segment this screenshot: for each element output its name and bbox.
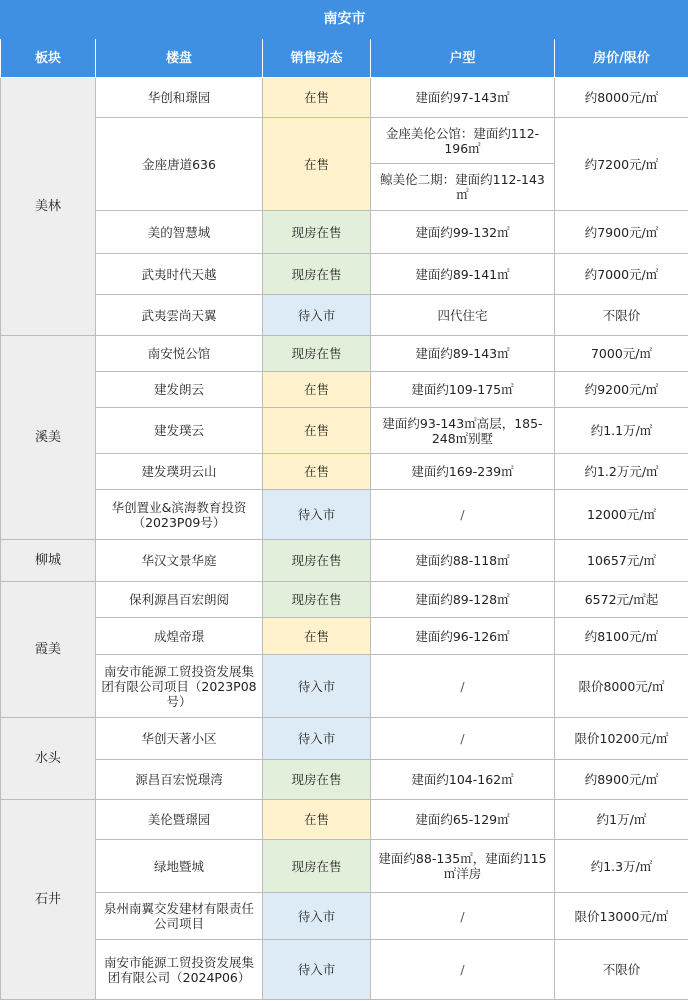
status-cell: 待入市 — [263, 893, 371, 940]
status-cell: 在售 — [263, 78, 371, 118]
header-price: 房价/限价 — [555, 39, 688, 78]
status-cell: 待入市 — [263, 718, 371, 760]
table-row — [1, 490, 688, 540]
price-cell: 约1.3万/㎡ — [555, 840, 688, 893]
project-name: 华创和璟园 — [96, 78, 263, 118]
layout-cell: / — [371, 893, 555, 940]
table-row — [1, 840, 688, 893]
layout-cell: 建面约88-118㎡ — [371, 540, 555, 582]
price-cell: 约8100元/㎡ — [555, 618, 688, 655]
status-cell: 现房在售 — [263, 254, 371, 295]
price-cell: 约1万/㎡ — [555, 800, 688, 840]
table-row — [1, 78, 688, 118]
price-cell: 6572元/㎡起 — [555, 582, 688, 618]
status-cell: 在售 — [263, 618, 371, 655]
price-cell: 约7900元/㎡ — [555, 211, 688, 254]
header-sales-status: 销售动态 — [263, 39, 371, 78]
project-name: 源昌百宏悦璟湾 — [96, 760, 263, 800]
layout-cell: 建面约89-141㎡ — [371, 254, 555, 295]
project-name: 建发朗云 — [96, 372, 263, 408]
layout-cell: 建面约93-143㎡高层，185-248㎡别墅 — [371, 408, 555, 454]
layout-cell: 四代住宅 — [371, 295, 555, 336]
status-cell: 现房在售 — [263, 336, 371, 372]
project-name: 华创置业&滨海教育投资（2023P09号） — [96, 490, 263, 540]
layout-cell: 建面约65-129㎡ — [371, 800, 555, 840]
table-row — [1, 295, 688, 336]
table-title: 南安市 — [1, 1, 688, 39]
table-row — [1, 582, 688, 618]
layout-cell: 建面约96-126㎡ — [371, 618, 555, 655]
price-cell: 约1.1万/㎡ — [555, 408, 688, 454]
area-cell: 溪美 — [1, 336, 96, 540]
layout-cell: 建面约89-128㎡ — [371, 582, 555, 618]
price-cell: 约7000元/㎡ — [555, 254, 688, 295]
project-name: 华汉文景华庭 — [96, 540, 263, 582]
project-name: 南安市能源工贸投资发展集团有限公司项目（2023P08号） — [96, 655, 263, 718]
area-cell: 柳城 — [1, 540, 96, 582]
layout-cell: / — [371, 718, 555, 760]
table-row — [1, 893, 688, 940]
table-row — [1, 800, 688, 840]
price-cell: 不限价 — [555, 295, 688, 336]
status-cell: 在售 — [263, 454, 371, 490]
layout-cell: 建面约104-162㎡ — [371, 760, 555, 800]
layout-cell: 鲸美伦二期：建面约112-143㎡ — [371, 164, 555, 211]
project-name: 武夷时代天越 — [96, 254, 263, 295]
layout-cell: 建面约169-239㎡ — [371, 454, 555, 490]
status-cell: 待入市 — [263, 940, 371, 1000]
price-cell: 约8000元/㎡ — [555, 78, 688, 118]
price-cell: 限价8000元/㎡ — [555, 655, 688, 718]
table-header-row — [1, 39, 688, 78]
header-layout: 户型 — [371, 39, 555, 78]
table-row — [1, 718, 688, 760]
price-cell: 约1.2万元/㎡ — [555, 454, 688, 490]
table-row — [1, 372, 688, 408]
project-name: 南安悦公馆 — [96, 336, 263, 372]
area-cell: 石井 — [1, 800, 96, 1000]
layout-cell: 建面约89-143㎡ — [371, 336, 555, 372]
table-row — [1, 118, 688, 164]
table-row — [1, 618, 688, 655]
area-cell: 美林 — [1, 78, 96, 336]
layout-cell: 建面约97-143㎡ — [371, 78, 555, 118]
table-row — [1, 655, 688, 718]
price-cell: 限价13000元/㎡ — [555, 893, 688, 940]
table-row — [1, 336, 688, 372]
layout-cell: / — [371, 940, 555, 1000]
layout-cell: 建面约99-132㎡ — [371, 211, 555, 254]
project-name: 建发璞玥云山 — [96, 454, 263, 490]
area-cell: 水头 — [1, 718, 96, 800]
table-row — [1, 940, 688, 1000]
status-cell: 在售 — [263, 408, 371, 454]
status-cell: 待入市 — [263, 655, 371, 718]
header-area: 板块 — [1, 39, 96, 78]
price-cell: 7000元/㎡ — [555, 336, 688, 372]
project-name: 武夷雲尚天翼 — [96, 295, 263, 336]
status-cell: 待入市 — [263, 490, 371, 540]
layout-cell: / — [371, 490, 555, 540]
status-cell: 现房在售 — [263, 540, 371, 582]
project-name: 华创天著小区 — [96, 718, 263, 760]
table-row — [1, 254, 688, 295]
project-name: 美的智慧城 — [96, 211, 263, 254]
price-cell: 约8900元/㎡ — [555, 760, 688, 800]
layout-cell: 建面约109-175㎡ — [371, 372, 555, 408]
header-project: 楼盘 — [96, 39, 263, 78]
layout-cell: 建面约88-135㎡，建面约115㎡洋房 — [371, 840, 555, 893]
price-cell: 约7200元/㎡ — [555, 118, 688, 211]
area-cell: 霞美 — [1, 582, 96, 718]
status-cell: 现房在售 — [263, 582, 371, 618]
project-name: 绿地暨城 — [96, 840, 263, 893]
table-row — [1, 408, 688, 454]
price-cell: 10657元/㎡ — [555, 540, 688, 582]
table-row — [1, 211, 688, 254]
project-name: 美伦暨璟园 — [96, 800, 263, 840]
price-cell: 约9200元/㎡ — [555, 372, 688, 408]
status-cell: 在售 — [263, 800, 371, 840]
layout-cell: 金座美伦公馆：建面约112-196㎡ — [371, 118, 555, 164]
status-cell: 现房在售 — [263, 211, 371, 254]
status-cell: 现房在售 — [263, 760, 371, 800]
table-row — [1, 454, 688, 490]
status-cell: 在售 — [263, 372, 371, 408]
price-cell: 不限价 — [555, 940, 688, 1000]
table-row — [1, 540, 688, 582]
layout-cell: / — [371, 655, 555, 718]
price-cell: 限价10200元/㎡ — [555, 718, 688, 760]
project-name: 泉州南翼交发建材有限责任公司项目 — [96, 893, 263, 940]
price-cell: 12000元/㎡ — [555, 490, 688, 540]
project-name: 金座唐道636 — [96, 118, 263, 211]
table-title-row — [1, 1, 688, 39]
project-name: 成煌帝璟 — [96, 618, 263, 655]
project-name: 建发璞云 — [96, 408, 263, 454]
table-row — [1, 760, 688, 800]
status-cell: 在售 — [263, 118, 371, 211]
status-cell: 现房在售 — [263, 840, 371, 893]
status-cell: 待入市 — [263, 295, 371, 336]
project-name: 南安市能源工贸投资发展集团有限公司（2024P06） — [96, 940, 263, 1000]
project-name: 保利源昌百宏朗阅 — [96, 582, 263, 618]
